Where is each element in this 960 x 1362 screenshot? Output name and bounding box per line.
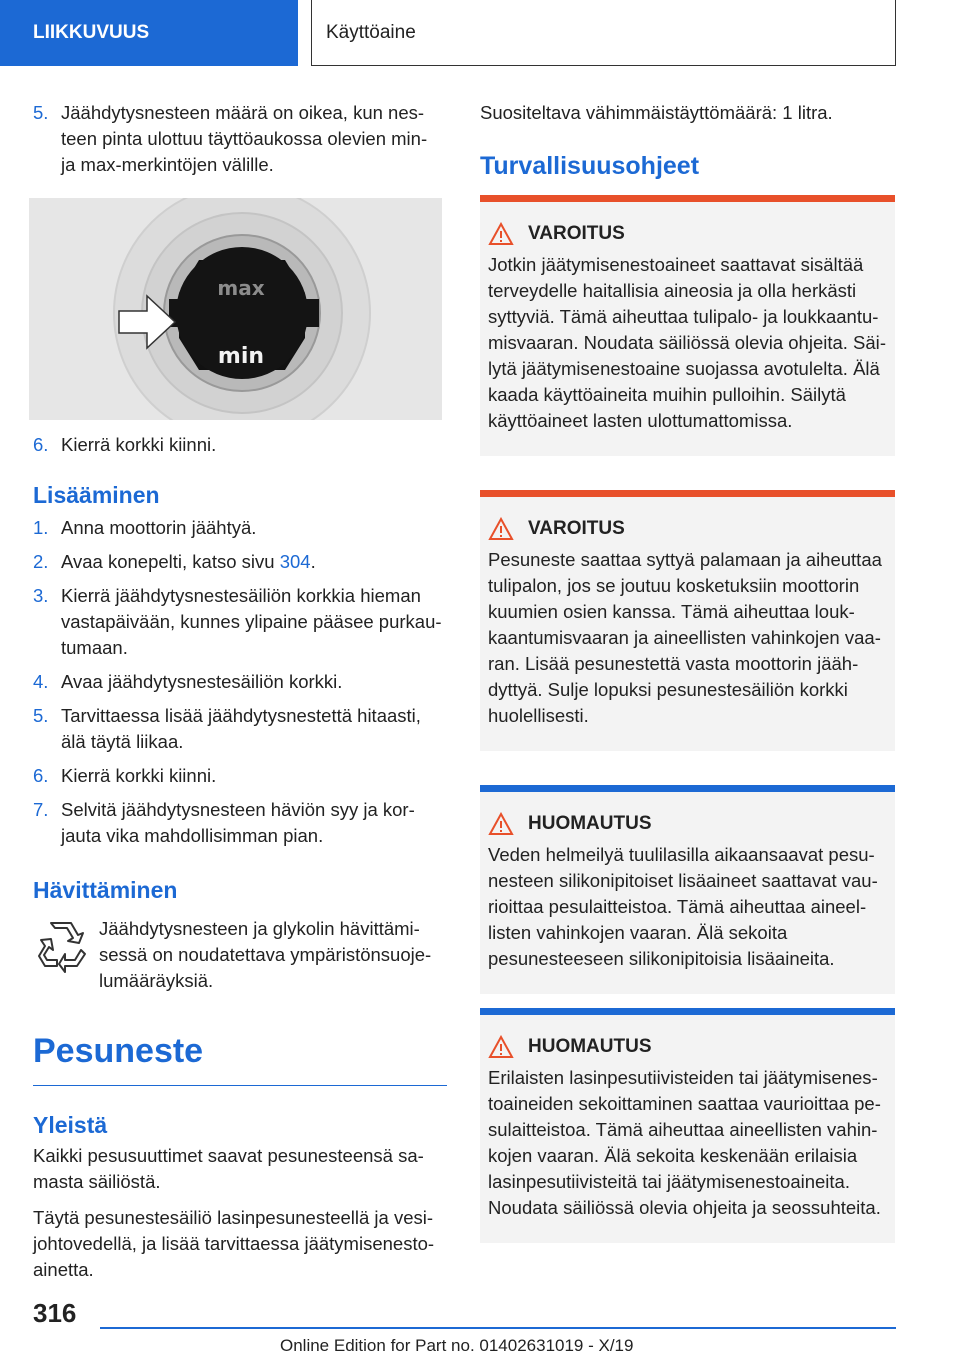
notice-header xyxy=(480,1015,895,1065)
warning-title: VAROITUS xyxy=(528,223,625,244)
warning-bar xyxy=(480,490,895,497)
notice-title: HUOMAUTUS xyxy=(528,813,652,834)
section-divider xyxy=(33,1085,447,1086)
header-section-label: LIIKKUVUUS xyxy=(33,22,150,43)
step-text: Jäähdytysnesteen määrä on oikea, kun nesteen pinta ulottuu täyttöaukossa olevien min- ja max-merkintöjen välille. xyxy=(61,102,428,175)
step-number: 4. xyxy=(33,671,49,692)
page-number: 316 xyxy=(33,1298,77,1328)
step-text-part: . xyxy=(310,551,316,572)
step-text: Tarvittaessa lisää jäähdytysnestettä hitaasti, älä täytä liikaa. xyxy=(61,705,421,752)
step-text: Kierrä korkki kiinni. xyxy=(61,434,217,455)
warning-box xyxy=(480,490,895,751)
step-number: 3. xyxy=(33,585,49,606)
min-fill-text: Suositeltava vähimmäistäyttömäärä: 1 litra. xyxy=(480,102,833,123)
step-text: Avaa jäähdytysnestesäiliön korkki. xyxy=(61,671,343,692)
warning-triangle-icon xyxy=(488,812,514,836)
page-link[interactable]: 304 xyxy=(279,551,311,572)
max-marking: max xyxy=(217,276,265,300)
notice-header xyxy=(480,792,895,842)
coolant-level-illustration xyxy=(29,198,442,420)
step-number: 2. xyxy=(33,551,49,572)
warning-header xyxy=(480,202,895,252)
step-item xyxy=(33,515,446,541)
warning-body: Jotkin jäätymisenestoaineet saattavat sisältää terveydelle haitallisia aineosia ja olla herkästi syttyviä. Tämä aiheuttaa tulipalo- ja loukkaantumisvaaran. Noudata säiliössä olevia ohjeita. Säilytä jäätymisenestoaine suojassa avotulelta. Älä kaada käyttöaineita muihin pulloihin. Säilytä käyttöaineet lasten ulottumattomissa. xyxy=(488,254,886,431)
step-text: Selvitä jäähdytysnesteen häviön syy ja korjauta vika mahdollisimman pian. xyxy=(61,799,415,846)
step-item xyxy=(33,100,446,178)
notice-bar xyxy=(480,1008,895,1015)
recycle-icon xyxy=(33,918,89,974)
step-number: 5. xyxy=(33,102,49,123)
step-text-part: Avaa konepelti, katso sivu xyxy=(61,551,280,572)
turvallisuusohjeet-heading: Turvallisuusohjeet xyxy=(480,152,700,180)
coolant-cap-figure xyxy=(29,198,442,420)
header-topic-label: Käyttöaine xyxy=(326,21,416,43)
lisaaminen-steps xyxy=(33,515,446,849)
step-number: 6. xyxy=(33,765,49,786)
left-column xyxy=(33,100,446,1283)
step-number: 7. xyxy=(33,799,49,820)
lisaaminen-heading: Lisääminen xyxy=(33,482,160,508)
step-text xyxy=(61,549,446,575)
step-text: Anna moottorin jäähtyä. xyxy=(61,517,257,538)
havittaminen-heading: Hävittäminen xyxy=(33,877,178,903)
yleista-paragraph-2: Täytä pesunestesäiliö lasinpesunesteellä ja vesijohtovedellä, ja lisää tarvittaessa jäätymisenestoainetta. xyxy=(33,1207,435,1280)
header-section-tab xyxy=(0,0,298,66)
right-column xyxy=(480,100,895,1243)
yleista-paragraph-1: Kaikki pesusuuttimet saavat pesunesteensä samasta säiliöstä. xyxy=(33,1145,424,1192)
step-item xyxy=(33,583,446,661)
notice-title: HUOMAUTUS xyxy=(528,1036,652,1057)
notice-body: Veden helmeilyä tuulilasilla aikaansaavat pesunesteen silikonipitoiset lisäaineet saattavat vaurioittaa pesulaitteistoa. Tämä aiheuttaa aineellisten vahinkojen vaaran. Älä sekoita pesunesteeseen silikonipitoisia lisäaineita. xyxy=(488,844,878,969)
pesuneste-heading: Pesuneste xyxy=(33,1032,204,1070)
step-text: Kierrä korkki kiinni. xyxy=(61,765,217,786)
footer-edition: Online Edition for Part no. 01402631019 - X/19 xyxy=(280,1336,634,1355)
step-number: 6. xyxy=(33,434,49,455)
notice-box xyxy=(480,1008,895,1243)
notice-bar xyxy=(480,785,895,792)
warning-triangle-icon xyxy=(488,1035,514,1059)
warning-title: VAROITUS xyxy=(528,518,625,539)
step-number: 5. xyxy=(33,705,49,726)
step-item xyxy=(33,703,446,755)
step-number: 1. xyxy=(33,517,49,538)
step-text: Kierrä jäähdytysnestesäiliön korkkia hieman vastapäivään, kunnes ylipaine pääsee purkautumaan. xyxy=(61,585,442,658)
step-item xyxy=(33,549,446,575)
footer-divider xyxy=(100,1327,896,1329)
step-item xyxy=(33,763,446,789)
min-marking: min xyxy=(217,344,265,369)
step-item xyxy=(33,669,446,695)
disposal-note xyxy=(33,916,446,994)
notice-body: Erilaisten lasinpesutiivisteiden tai jäätymisenestoaineiden sekoittaminen saattaa vaurioittaa pesulaitteistoa. Tämä aiheuttaa aineellisten vahinkojen vaaran. Älä sekoita keskenään erilaisia lasinpesutiivisteitä tai jäätymisenestoaineita. Noudata säiliössä olevia ohjeita ja seossuhteita. xyxy=(488,1067,881,1218)
warning-header xyxy=(480,497,895,547)
warning-box xyxy=(480,195,895,456)
warning-body: Pesuneste saattaa syttyä palamaan ja aiheuttaa tulipalon, jos se joutuu kosketuksiin moottorin kuumien osien kanssa. Tämä aiheuttaa loukkaantumisvaaran ja aineellisten vahinkojen vaaran. Lisää pesunestettä vasta moottorin jäähdyttyä. Sulje lopuksi pesunestesäiliön korkki huolellisesti. xyxy=(488,549,882,726)
yleista-heading: Yleistä xyxy=(33,1112,108,1138)
notice-box xyxy=(480,785,895,994)
disposal-text: Jäähdytysnesteen ja glykolin hävittämisessä on noudatettava ympäristönsuojelumääräyksiä. xyxy=(99,918,432,991)
warning-bar xyxy=(480,195,895,202)
step-item xyxy=(33,797,446,849)
warning-triangle-icon xyxy=(488,222,514,246)
header-topic-tab xyxy=(311,0,896,66)
warning-triangle-icon xyxy=(488,517,514,541)
step-item xyxy=(33,432,446,458)
